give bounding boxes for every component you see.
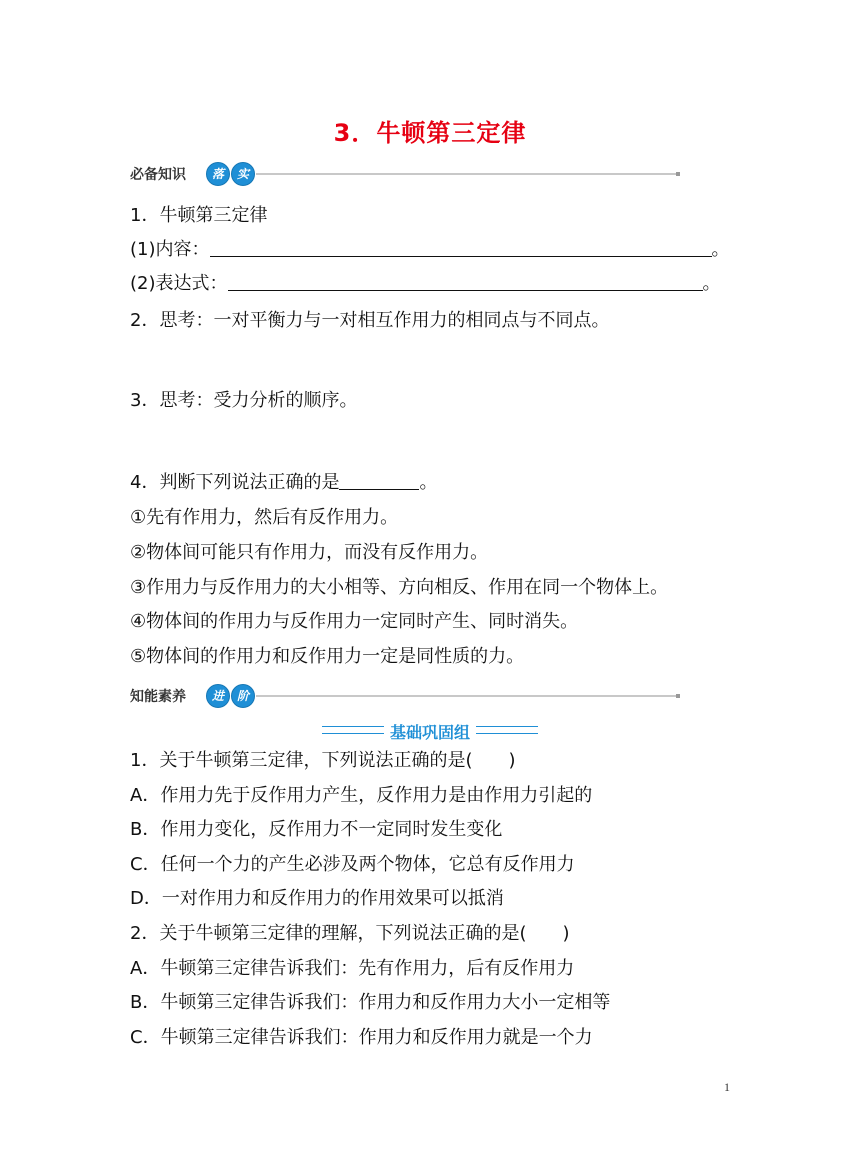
question-2-option-b: B．牛顿第三定律告诉我们：作用力和反作用力大小一定相等 — [130, 992, 611, 1013]
section-rule-end — [676, 172, 680, 176]
section-header-basic — [130, 162, 678, 188]
page-number: 1 — [724, 1080, 730, 1094]
statement-5: ⑤物体间的作用力和反作用力一定是同性质的力。 — [130, 646, 525, 667]
group-title — [0, 720, 860, 743]
question-1-option-c: C．任何一个力的产生必涉及两个物体，它总有反作用力 — [130, 854, 575, 875]
section-label: 知能素养 — [130, 689, 186, 705]
badge-char: 进 — [206, 684, 230, 708]
answer-blank[interactable] — [339, 471, 419, 490]
question-1-option-a: A．作用力先于反作用力产生，反作用力是由作用力引起的 — [130, 785, 593, 806]
knowledge-item-1-content — [130, 238, 730, 262]
group-title-rule-right — [476, 726, 538, 734]
section-badge — [206, 684, 255, 708]
knowledge-item-4 — [130, 471, 437, 495]
knowledge-item-3: 3．思考：受力分析的顺序。 — [130, 390, 358, 411]
answer-blank[interactable] — [210, 238, 712, 257]
statement-1: ①先有作用力，然后有反作用力。 — [130, 507, 399, 528]
content-label: (1)内容： — [130, 239, 210, 260]
section-rule — [256, 173, 678, 175]
section-label: 必备知识 — [130, 167, 186, 183]
question-1-option-d: D．一对作用力和反作用力的作用效果可以抵消 — [130, 888, 504, 909]
question-1-option-b: B．作用力变化，反作用力不一定同时发生变化 — [130, 819, 503, 840]
knowledge-item-2: 2．思考：一对平衡力与一对相互作用力的相同点与不同点。 — [130, 310, 610, 331]
question-2-stem: 2．关于牛顿第三定律的理解，下列说法正确的是( ) — [130, 923, 570, 944]
group-title-text: 基础巩固组 — [389, 723, 470, 742]
statement-3: ③作用力与反作用力的大小相等、方向相反、作用在同一个物体上。 — [130, 577, 669, 598]
badge-char: 阶 — [231, 684, 255, 708]
question-1-stem: 1．关于牛顿第三定律，下列说法正确的是( ) — [130, 750, 516, 771]
question-2-option-a: A．牛顿第三定律告诉我们：先有作用力，后有反作用力 — [130, 958, 575, 979]
badge-char: 实 — [231, 162, 255, 186]
page-title: 3．牛顿第三定律 — [333, 119, 527, 147]
section-rule — [256, 695, 678, 697]
group-title-rule-left — [322, 726, 384, 734]
section-header-advanced — [130, 684, 678, 710]
section-badge — [206, 162, 255, 186]
badge-char: 落 — [206, 162, 230, 186]
section-rule-end — [676, 694, 680, 698]
answer-blank[interactable] — [228, 272, 703, 291]
statement-4: ④物体间的作用力与反作用力一定同时产生、同时消失。 — [130, 611, 579, 632]
knowledge-item-1: 1．牛顿第三定律 — [130, 205, 268, 226]
period: 。 — [702, 273, 721, 294]
period: 。 — [711, 239, 730, 260]
expression-label: (2)表达式： — [130, 273, 228, 294]
item4-prefix: 4．判断下列说法正确的是 — [130, 472, 340, 493]
item4-suffix: 。 — [419, 472, 438, 493]
knowledge-item-1-expression — [130, 272, 721, 296]
question-2-option-c: C．牛顿第三定律告诉我们：作用力和反作用力就是一个力 — [130, 1027, 593, 1048]
statement-2: ②物体间可能只有作用力，而没有反作用力。 — [130, 542, 489, 563]
